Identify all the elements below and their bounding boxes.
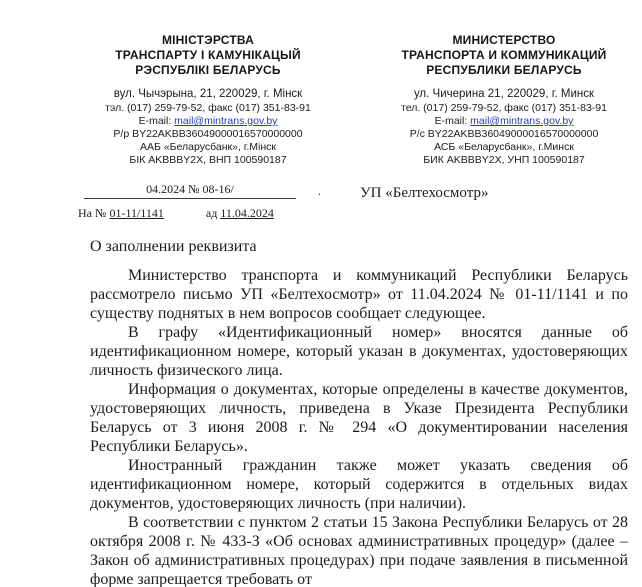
addressee: УП «Белтехосмотр» [360, 185, 489, 201]
phone-line: тел. (017) 259-79-52, факс (017) 351-83-91 [401, 102, 607, 114]
letterhead-left [70, 33, 346, 167]
letter-body [90, 266, 628, 587]
account-line: Р/р BY22AKBB36049000016570000000 [113, 128, 303, 140]
account-line: Р/с BY22AKBB36049000016570000000 [409, 128, 599, 140]
body-paragraph: В графу «Идентификационный номер» вносятся данные об идентификационном номере, который указан в документах, удостоверяющих личность физического лица. [90, 324, 628, 379]
bank-codes-line: БІК AKBBBY2X, ВНП 100590187 [129, 154, 287, 166]
letterhead-right-address-block [366, 87, 642, 167]
body-paragraph: Информация о документах, которые определены в качестве документов, удостоверяющих личность, приведена в Указе Президента Республики Беларусь от 3 июня 2008 г. № 294 «О документировании населения Республики Беларусь». [90, 381, 628, 455]
body-paragraph: В соответствии с пунктом 2 статьи 15 Закона Республики Беларусь от 28 октября 2008 г. № 433-З «Об основах административных процедур» (далее – Закон об административных процедурах) при подаче заявления в письменной форме запрещается требовать от [90, 514, 628, 587]
org-name-line: РЭСПУБЛІКІ БЕЛАРУСЬ [135, 63, 281, 77]
address-line: ул. Чичерина 21, 220029, г. Минск [413, 88, 595, 100]
bank-line: АСБ «Беларусбанк», г.Минск [434, 141, 574, 153]
org-name-line: РЕСПУБЛИКИ БЕЛАРУСЬ [426, 63, 582, 77]
letterhead [0, 0, 642, 167]
reply-date-prefix: ад [205, 206, 218, 220]
reference-row [0, 184, 642, 221]
reply-date: 11.04.2024 [220, 206, 274, 220]
org-name-line: МІНІСТЭРСТВА [161, 33, 255, 47]
email-link[interactable]: mail@mintrans.gov.by [470, 115, 574, 127]
email-line [70, 115, 346, 128]
body-paragraph: Министерство транспорта и коммуникаций Республики Беларусь рассмотрело письмо УП «Белтехосмотр» от 11.04.2024 № 01-11/1141 и по существу поднятых в нем вопросов сообщает следующее. [90, 267, 628, 322]
subject-line: О заполнении реквизита [90, 238, 257, 255]
email-label: E-mail: [434, 115, 468, 127]
bank-codes-line: БИК AKBBBY2X, УНП 100590187 [423, 154, 585, 166]
phone-line: тэл. (017) 259-79-52, факс (017) 351-83-91 [105, 102, 311, 114]
email-link[interactable]: mail@mintrans.gov.by [174, 115, 278, 127]
outgoing-date-line [78, 184, 340, 199]
org-name-line: ТРАНСПОРТА И КОММУНИКАЦИЙ [401, 48, 607, 62]
email-label: E-mail: [138, 115, 172, 127]
letterhead-left-address-block [70, 87, 346, 167]
org-name-line: ТРАНСПАРТУ І КАМУНІКАЦЫЙ [115, 48, 301, 62]
address-line: вул. Чычэрына, 21, 220029, г. Мінск [113, 88, 303, 100]
email-line [366, 115, 642, 128]
outgoing-date-fill: 04.2024 № 08-16/ [84, 182, 296, 199]
outgoing-date-suffix: . [318, 184, 321, 198]
letterhead-right [366, 33, 642, 167]
reference-block [78, 184, 340, 221]
reply-reference-line [78, 206, 340, 221]
body-paragraph: Иностранный гражданин также может указать сведения об идентификационном номере, который содержится в отдельных видах документов, удостоверяющих личность (при наличии). [90, 457, 628, 512]
reply-number: 01-11/1141 [109, 206, 164, 220]
reply-prefix: На № [78, 206, 107, 220]
org-name-line: МИНИСТЕРСТВО [452, 33, 556, 47]
bank-line: ААБ «Беларусбанк», г.Мінск [140, 141, 276, 153]
